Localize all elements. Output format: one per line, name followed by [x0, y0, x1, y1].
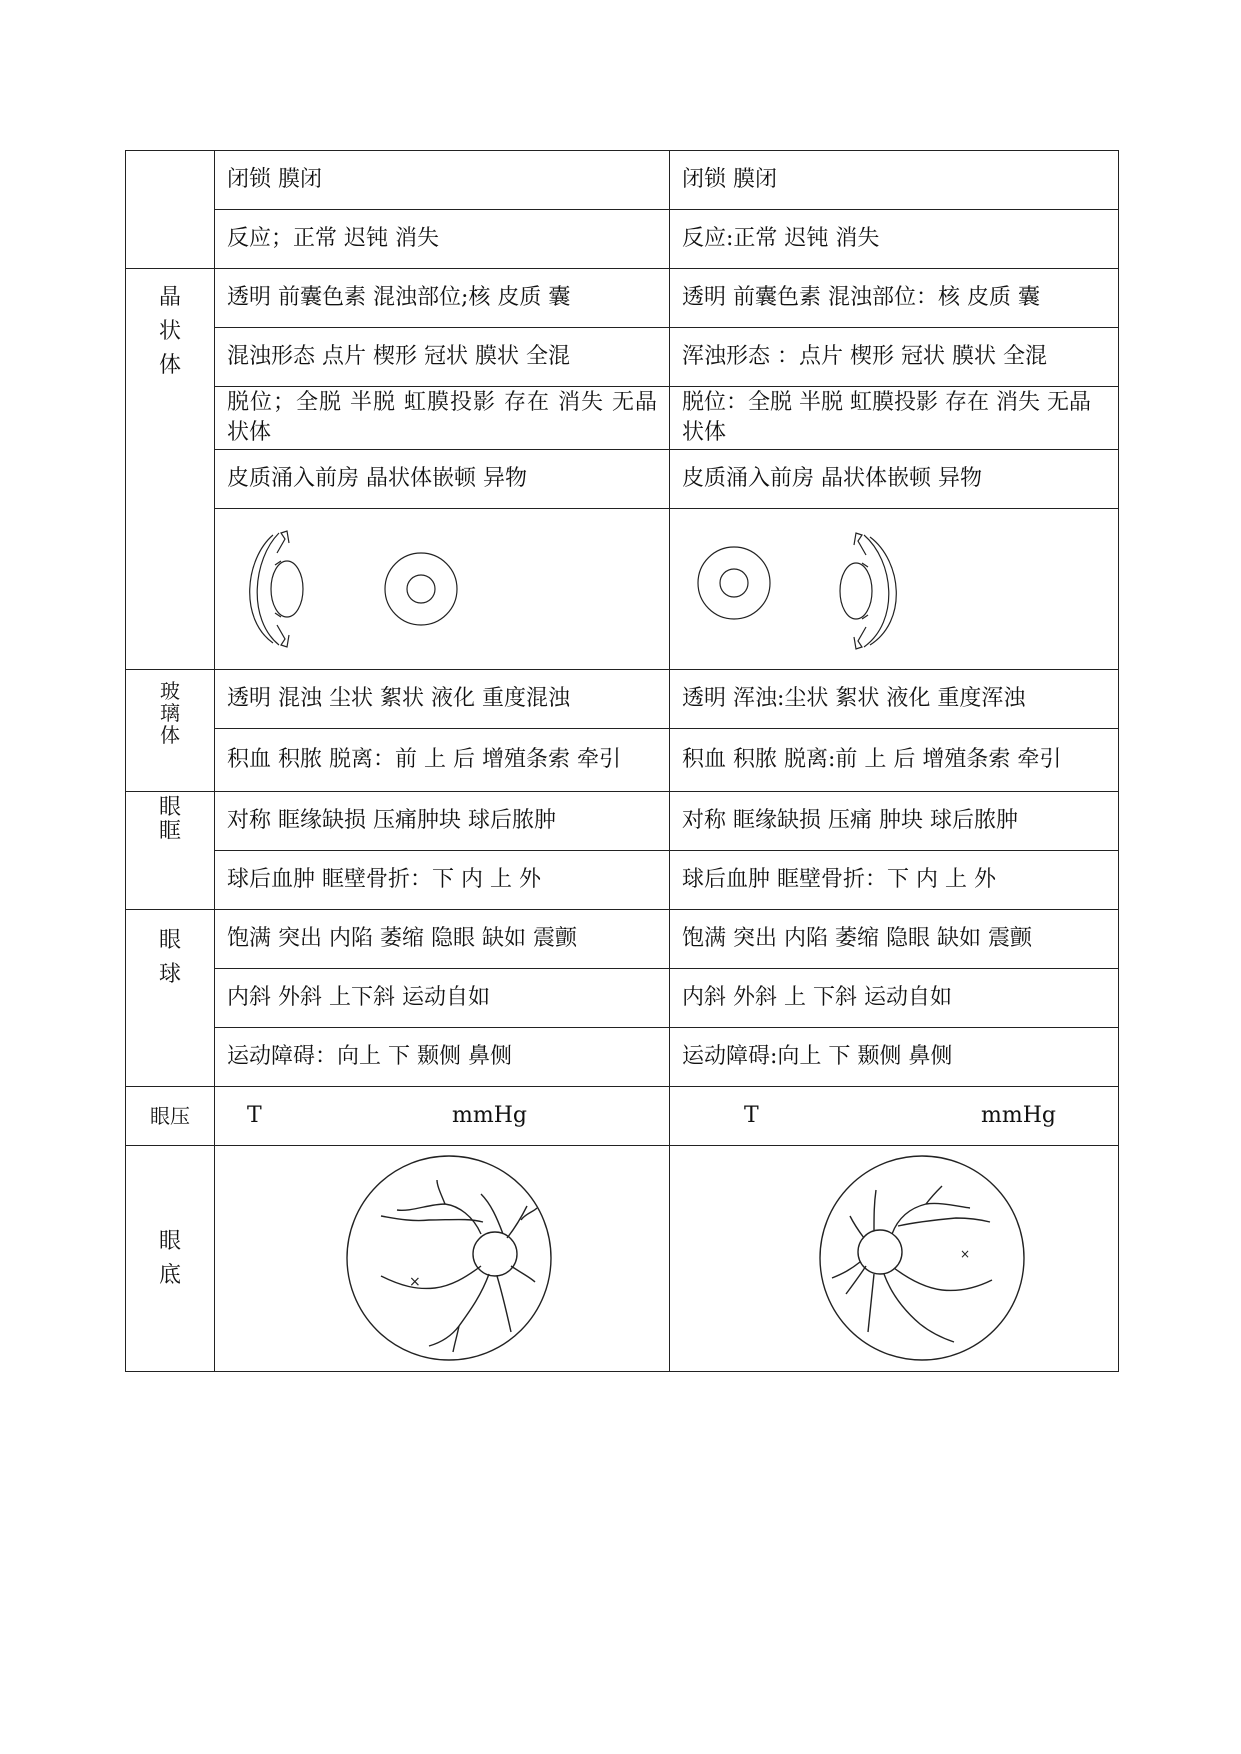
fundus-label-char-2: 底 — [158, 1262, 181, 1288]
eye-side-view-icon — [250, 531, 303, 647]
pupil-reflex-os[interactable]: 反应:正常 迟钝 消失 — [670, 210, 1119, 269]
eyeball-label-char-2: 球 — [158, 962, 181, 987]
pupil-closed-os[interactable]: 闭锁 膜闭 — [670, 151, 1119, 210]
fundus-os-svg — [670, 1146, 1119, 1371]
orbit-row1-os[interactable]: 对称 眶缘缺损 压痛 肿块 球后脓肿 — [670, 792, 1119, 851]
fundus-label-char-1: 眼 — [158, 1228, 181, 1254]
eyeball-row3-od[interactable]: 运动障碍：向上 下 颞侧 鼻侧 — [215, 1028, 670, 1087]
eyeball-row1-os[interactable]: 饱满 突出 内陷 萎缩 隐眼 缺如 震颤 — [670, 910, 1119, 969]
eye-front-view-icon — [385, 553, 457, 625]
eye-front-view-icon — [698, 547, 770, 619]
lens-diagram-od-svg — [215, 509, 670, 669]
lens-section-label — [126, 269, 215, 670]
iop-os-prefix: T — [744, 1103, 759, 1128]
fundus-diagram-od[interactable] — [215, 1146, 670, 1372]
fundus-right-eye-icon — [347, 1156, 551, 1360]
lens-row3-od[interactable]: 脱位；全脱 半脱 虹膜投影 存在 消失 无晶状体 — [215, 387, 670, 450]
lens-diagram-os-svg — [670, 509, 1119, 669]
eyeball-label-char-1: 眼 — [158, 928, 181, 953]
iop-od-prefix: T — [247, 1103, 262, 1128]
iop-section-label: 眼压 — [126, 1087, 215, 1146]
macula-marker-icon: × — [409, 1274, 421, 1290]
vitreous-row1-od[interactable]: 透明 混浊 尘状 絮状 液化 重度混浊 — [215, 670, 670, 729]
vitreous-row1-os[interactable]: 透明 浑浊:尘状 絮状 液化 重度浑浊 — [670, 670, 1119, 729]
fundus-od-svg — [215, 1146, 670, 1371]
fundus-diagram-os[interactable] — [670, 1146, 1119, 1372]
pupil-section-label — [126, 151, 215, 269]
orbit-row2-od[interactable]: 球后血肿 眶壁骨折：下 内 上 外 — [215, 851, 670, 910]
iop-os[interactable] — [670, 1087, 1119, 1146]
vitreous-row2-os[interactable]: 积血 积脓 脱离:前 上 后 增殖条索 牵引 — [670, 729, 1119, 792]
orbit-label-char-1: 眼 — [158, 795, 181, 820]
vitreous-label-char-1: 玻 — [160, 679, 180, 703]
vitreous-label-char-2: 璃 — [160, 701, 180, 725]
eye-side-view-icon — [840, 533, 896, 649]
lens-row3-os[interactable]: 脱位：全脱 半脱 虹膜投影 存在 消失 无晶状体 — [670, 387, 1119, 450]
lens-label-char-3: 体 — [158, 353, 181, 378]
lens-row2-od[interactable]: 混浊形态 点片 楔形 冠状 膜状 全混 — [215, 328, 670, 387]
lens-row4-os[interactable]: 皮质涌入前房 晶状体嵌顿 异物 — [670, 450, 1119, 509]
lens-label-char-2: 状 — [158, 319, 181, 344]
fundus-left-eye-icon — [820, 1156, 1024, 1360]
lens-row1-od[interactable]: 透明 前囊色素 混浊部位;核 皮质 囊 — [215, 269, 670, 328]
orbit-label-char-2: 眶 — [158, 819, 181, 844]
orbit-row1-od[interactable]: 对称 眶缘缺损 压痛肿块 球后脓肿 — [215, 792, 670, 851]
lens-row2-os[interactable]: 浑浊形态 ：点片 楔形 冠状 膜状 全混 — [670, 328, 1119, 387]
iop-od[interactable] — [215, 1087, 670, 1146]
eyeball-row3-os[interactable]: 运动障碍:向上 下 颞侧 鼻侧 — [670, 1028, 1119, 1087]
vitreous-row2-od[interactable]: 积血 积脓 脱离：前 上 后 增殖条索 牵引 — [215, 729, 670, 792]
orbit-row2-os[interactable]: 球后血肿 眶壁骨折：下 内 上 外 — [670, 851, 1119, 910]
fundus-section-label — [126, 1146, 215, 1372]
eye-exam-table — [125, 150, 1119, 1372]
eyeball-row2-os[interactable]: 内斜 外斜 上 下斜 运动自如 — [670, 969, 1119, 1028]
pupil-reflex-od[interactable]: 反应；正常 迟钝 消失 — [215, 210, 670, 269]
eyeball-row1-od[interactable]: 饱满 突出 内陷 萎缩 隐眼 缺如 震颤 — [215, 910, 670, 969]
iop-od-unit: mmHg — [452, 1103, 527, 1128]
vitreous-section-label — [126, 670, 215, 792]
lens-diagram-os[interactable] — [670, 509, 1119, 670]
lens-diagram-od[interactable] — [215, 509, 670, 670]
eyeball-section-label — [126, 910, 215, 1087]
vitreous-label-char-3: 体 — [160, 723, 180, 747]
orbit-section-label — [126, 792, 215, 910]
pupil-closed-od[interactable]: 闭锁 膜闭 — [215, 151, 670, 210]
lens-row1-os[interactable]: 透明 前囊色素 混浊部位：核 皮质 囊 — [670, 269, 1119, 328]
eyeball-row2-od[interactable]: 内斜 外斜 上下斜 运动自如 — [215, 969, 670, 1028]
macula-marker-icon: × — [960, 1247, 971, 1261]
lens-label-char-1: 晶 — [158, 285, 181, 310]
iop-os-unit: mmHg — [981, 1103, 1056, 1128]
lens-row4-od[interactable]: 皮质涌入前房 晶状体嵌顿 异物 — [215, 450, 670, 509]
